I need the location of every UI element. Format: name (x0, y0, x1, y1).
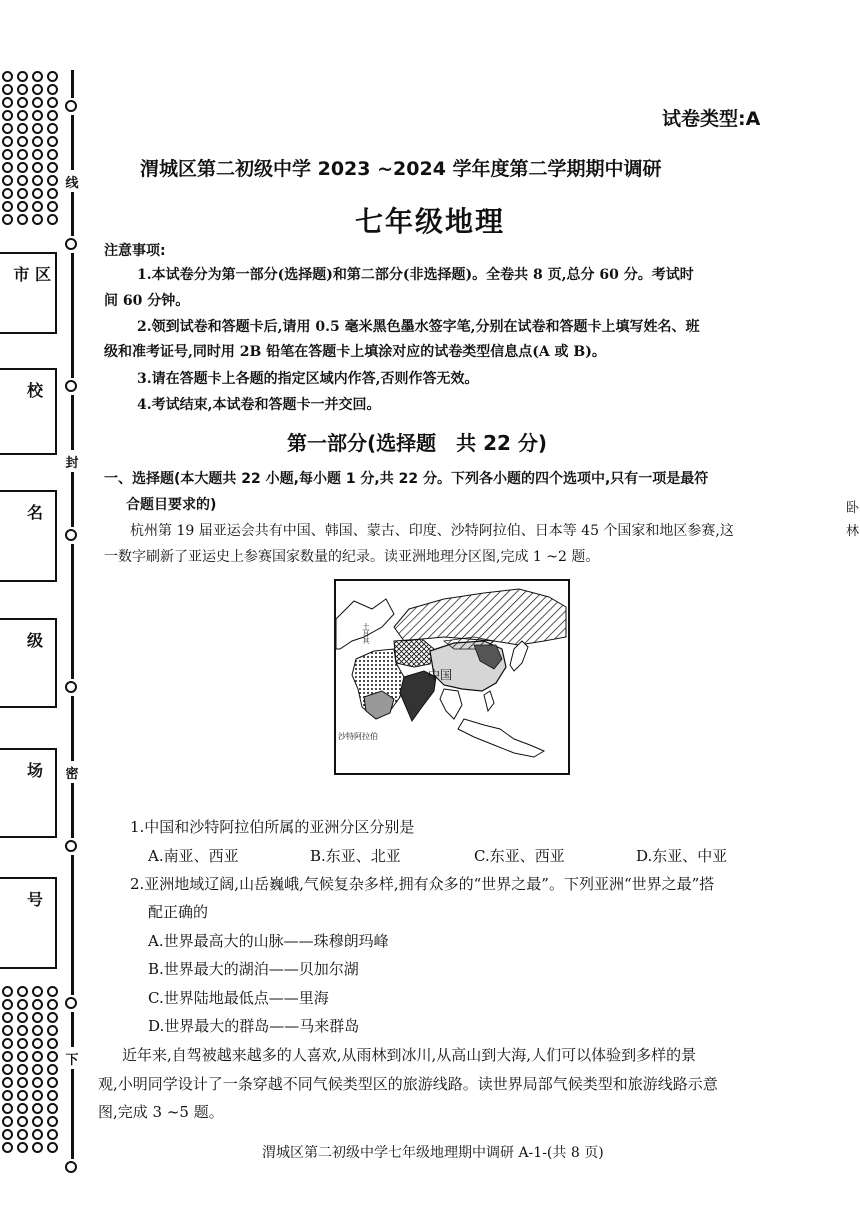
field-box-number (0, 877, 57, 969)
binding-mark-xian: 线 (65, 176, 79, 191)
binding-hole-pattern-bottom (0, 985, 62, 1154)
section1-instruction: 一、选择题(本大题共 22 小题,每小题 1 分,共 22 分。下列各小题的四个选项中,只有一项是最符 (104, 471, 709, 487)
field-label-class: 级 (26, 631, 43, 650)
binding-mark-feng: 封 (65, 456, 79, 471)
binding-line-seg7 (71, 544, 74, 679)
binding-line-seg9 (71, 783, 74, 838)
binding-line-seg8 (71, 696, 74, 761)
question-1-option-c: C.东亚、西亚 (474, 847, 565, 865)
question-1-option-a: A.南亚、西亚 (148, 847, 239, 865)
asia-region-map (334, 579, 570, 775)
binding-line-seg12 (71, 1069, 74, 1159)
map-label-china: 中国 (428, 668, 453, 682)
notice-line: 级和准考证号,同时用 2B 铅笔在答题卡上填涂对应的试卷类型信息点(A 或 B)。 (104, 344, 606, 360)
question-2-stem: 配正确的 (148, 903, 209, 921)
question-2-stem: 2.亚洲地域辽阔,山岳巍峨,气候复杂多样,拥有众多的“世界之最”。下列亚洲“世界之最”搭 (130, 875, 715, 893)
question-1-option-d: D.东亚、中亚 (636, 847, 728, 865)
notice-heading: 注意事项: (104, 243, 166, 259)
binding-line-seg11 (71, 1012, 74, 1047)
question-2-option-c: C.世界陆地最低点——里海 (148, 989, 329, 1007)
field-box-district (0, 252, 57, 334)
passage-text: 观,小明同学设计了一条穿越不同气候类型区的旅游线路。读世界局部气候类型和旅游线路示意 (98, 1075, 718, 1093)
binding-line-seg6 (71, 472, 74, 527)
field-label-school: 校 (26, 381, 43, 400)
binding-line-seg4 (71, 253, 74, 378)
binding-ring (65, 681, 77, 693)
binding-ring (65, 840, 77, 852)
notice-line: 3.请在答题卡上各题的指定区域内作答,否则作答无效。 (137, 371, 479, 387)
header-title: 渭城区第二初级中学 2023 ~2024 学年度第二学期期中调研 (140, 158, 662, 180)
binding-ring (65, 529, 77, 541)
field-box-name (0, 490, 57, 582)
binding-line-seg5 (71, 395, 74, 450)
binding-ring (65, 100, 77, 112)
binding-ring (65, 380, 77, 392)
passage-text: 图,完成 3 ~5 题。 (98, 1103, 224, 1121)
question-1-option-b: B.东亚、北亚 (310, 847, 401, 865)
field-box-school (0, 368, 57, 455)
part1-title: 第一部分(选择题 共 22 分) (287, 431, 548, 455)
field-label-exam-room: 场 (26, 761, 43, 780)
notice-line: 间 60 分钟。 (104, 293, 190, 309)
notice-line: 4.考试结束,本试卷和答题卡一并交回。 (137, 397, 381, 413)
field-label-number: 号 (26, 890, 43, 909)
question-2-option-a: A.世界最高大的山脉——珠穆朗玛峰 (148, 932, 389, 950)
question-2-option-d: D.世界最大的群岛——马来群岛 (148, 1017, 360, 1035)
subject-title: 七年级地理 (354, 205, 505, 238)
binding-line-seg10 (71, 855, 74, 995)
binding-line-seg1 (71, 70, 74, 98)
question-1-stem: 1.中国和沙特阿拉伯所属的亚洲分区分别是 (130, 818, 415, 836)
binding-ring (65, 1161, 77, 1173)
notice-line: 2.领到试卷和答题卡后,请用 0.5 毫米黑色墨水签字笔,分别在试卷和答题卡上填写姓名、班 (137, 319, 700, 335)
field-box-exam-room (0, 748, 57, 838)
page-footer: 渭城区第二初级中学七年级地理期中调研 A-1-(共 8 页) (262, 1145, 604, 1161)
exam-type: 试卷类型:A (662, 108, 761, 130)
field-label-district: 市 区 (13, 265, 51, 284)
binding-mark-mi: 密 (65, 767, 79, 782)
right-edge-char: 卧 (846, 501, 860, 516)
binding-mark-xia: 下 (65, 1053, 79, 1068)
section1-instruction: 合题目要求的) (126, 497, 217, 513)
passage-text: 杭州第 19 届亚运会共有中国、韩国、蒙古、印度、沙特阿拉伯、日本等 45 个国家和地区参赛,这 (130, 523, 734, 539)
passage-text: 近年来,自驾被越来越多的人喜欢,从雨林到冰川,从高山到大海,人们可以体验到多样的景 (122, 1046, 697, 1064)
binding-line-seg2 (71, 115, 74, 170)
map-label-saudi: 沙特阿拉伯 (338, 732, 378, 741)
map-label-turkey: 土耳其 (362, 623, 370, 644)
passage-text: 一数字刷新了亚运史上参赛国家数量的纪录。读亚洲地理分区图,完成 1 ~2 题。 (104, 549, 600, 565)
field-box-class (0, 618, 57, 708)
question-2-option-b: B.世界最大的湖泊——贝加尔湖 (148, 960, 359, 978)
binding-ring (65, 997, 77, 1009)
field-label-name: 名 (26, 503, 43, 522)
right-edge-char: 林 (846, 524, 860, 539)
notice-line: 1.本试卷分为第一部分(选择题)和第二部分(非选择题)。全卷共 8 页,总分 60 分。考试时 (137, 267, 694, 283)
